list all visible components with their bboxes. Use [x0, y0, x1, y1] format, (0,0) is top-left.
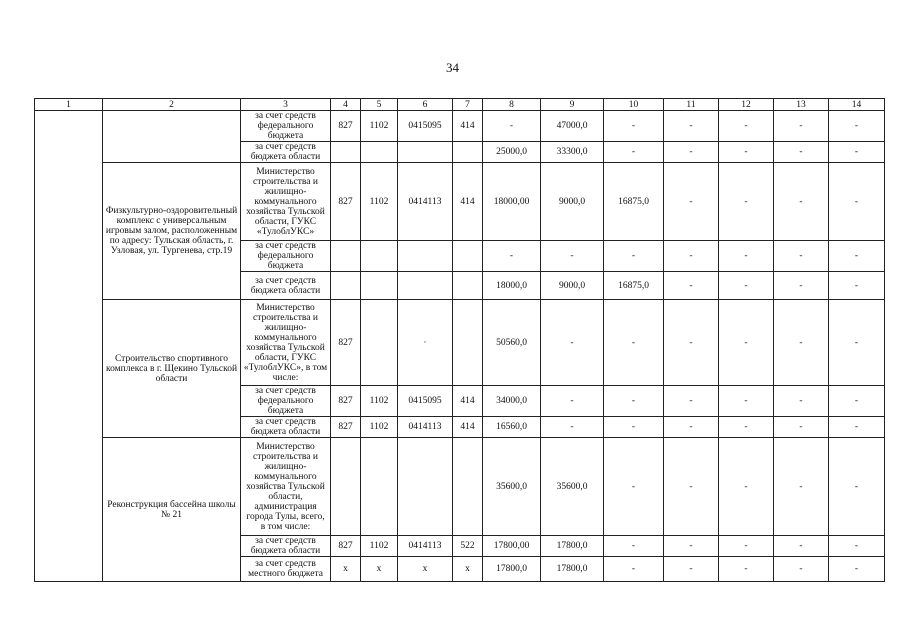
table-cell: -: [664, 386, 719, 417]
table-cell: 17800,0: [541, 536, 604, 557]
table-cell: 414: [453, 386, 483, 417]
object-description: Физкультурно-оздоровительный комплекс с универсальным игровым залом, расположенным по адресу: Тульская область, г. Узловая, ул. Тургенева, стр.19: [103, 163, 241, 300]
column-header: 3: [241, 99, 331, 111]
table-cell: [398, 438, 453, 536]
table-cell: -: [774, 417, 829, 438]
table-cell: -: [829, 163, 885, 241]
table-cell: -: [719, 557, 774, 582]
responsible-party: Министерство строительства и жилищно-коммунального хозяйства Тульской области, ГУКС «ТулоблУКС», в том числе:: [241, 300, 331, 386]
table-cell: -: [829, 241, 885, 272]
table-cell: -: [829, 417, 885, 438]
table-cell: 0414113: [398, 417, 453, 438]
column-header: 4: [331, 99, 361, 111]
table-cell: -: [719, 111, 774, 142]
table-cell: 827: [331, 111, 361, 142]
row-number-cell: [35, 111, 103, 582]
column-header: 5: [361, 99, 398, 111]
table-cell: 827: [331, 300, 361, 386]
table-cell: -: [774, 111, 829, 142]
column-header: 6: [398, 99, 453, 111]
table-cell: 827: [331, 417, 361, 438]
table-cell: 0414113: [398, 163, 453, 241]
object-description: Реконструкция бассейна школы № 21: [103, 438, 241, 582]
table-cell: [453, 142, 483, 163]
table-cell: 1102: [361, 417, 398, 438]
table-cell: 35600,0: [541, 438, 604, 536]
table-cell: 33300,0: [541, 142, 604, 163]
table-cell: -: [719, 438, 774, 536]
table-cell: -: [719, 300, 774, 386]
table-cell: -: [719, 142, 774, 163]
table-cell: -: [664, 536, 719, 557]
column-header: 1: [35, 99, 103, 111]
table-cell: -: [829, 300, 885, 386]
table-row: [35, 300, 885, 386]
table-row: [35, 438, 885, 536]
table-cell: 47000,0: [541, 111, 604, 142]
table-cell: -: [829, 438, 885, 536]
table-cell: -: [774, 163, 829, 241]
table-cell: [361, 272, 398, 300]
table-cell: -: [829, 142, 885, 163]
table-cell: -: [541, 386, 604, 417]
funding-source: за счет средств бюджета области: [241, 536, 331, 557]
table-cell: -: [774, 536, 829, 557]
table-cell: [361, 438, 398, 536]
table-cell: 414: [453, 163, 483, 241]
funding-source: за счет средств федерального бюджета: [241, 111, 331, 142]
table-cell: [331, 438, 361, 536]
object-description: [103, 111, 241, 163]
table-cell: -: [604, 300, 664, 386]
table-cell: 1102: [361, 111, 398, 142]
table-cell: -: [664, 272, 719, 300]
table-cell: 827: [331, 386, 361, 417]
table-cell: [331, 272, 361, 300]
table-cell: 0415095: [398, 386, 453, 417]
table-cell: [398, 272, 453, 300]
table-cell: 16875,0: [604, 272, 664, 300]
object-description: Строительство спортивного комплекса в г. Щекино Тульской области: [103, 300, 241, 438]
table-cell: 18000,00: [483, 163, 541, 241]
table-cell: 50560,0: [483, 300, 541, 386]
table-cell: -: [664, 300, 719, 386]
table-cell: 1102: [361, 536, 398, 557]
table-cell: -: [719, 163, 774, 241]
funding-source: за счет средств бюджета области: [241, 272, 331, 300]
column-header: 14: [829, 99, 885, 111]
table-cell: -: [774, 438, 829, 536]
table-cell: -: [829, 536, 885, 557]
table-cell: -: [664, 163, 719, 241]
table-cell: [453, 300, 483, 386]
table-cell: 0415095: [398, 111, 453, 142]
table-cell: 1102: [361, 163, 398, 241]
column-header: 9: [541, 99, 604, 111]
table-cell: -: [664, 417, 719, 438]
column-header: 10: [604, 99, 664, 111]
table-cell: -: [604, 386, 664, 417]
table-cell: 17800,0: [541, 557, 604, 582]
table-cell: [453, 241, 483, 272]
table-cell: -: [604, 142, 664, 163]
table-cell: x: [331, 557, 361, 582]
table-cell: -: [604, 111, 664, 142]
responsible-party: Министерство строительства и жилищно-коммунального хозяйства Тульской области, ГУКС «ТулоблУКС»: [241, 163, 331, 241]
table-cell: -: [664, 557, 719, 582]
table-cell: 827: [331, 163, 361, 241]
column-header: 11: [664, 99, 719, 111]
table-cell: -: [719, 386, 774, 417]
table-cell: 827: [331, 536, 361, 557]
table-cell: -: [829, 386, 885, 417]
table-cell: -: [604, 241, 664, 272]
responsible-party: Министерство строительства и жилищно-коммунального хозяйства Тульской области, администрация города Тулы, всего, в том числе:: [241, 438, 331, 536]
table-cell: 414: [453, 111, 483, 142]
column-header: 12: [719, 99, 774, 111]
column-header: 7: [453, 99, 483, 111]
table-cell: -: [719, 417, 774, 438]
table-cell: x: [361, 557, 398, 582]
table-cell: -: [829, 111, 885, 142]
funding-source: за счет средств местного бюджета: [241, 557, 331, 582]
table-cell: -: [541, 417, 604, 438]
table-cell: -: [774, 241, 829, 272]
table-cell: ·: [398, 300, 453, 386]
table-cell: -: [541, 300, 604, 386]
table-cell: [398, 142, 453, 163]
table-cell: -: [719, 272, 774, 300]
table-cell: -: [719, 241, 774, 272]
table-cell: [331, 142, 361, 163]
table-cell: -: [604, 438, 664, 536]
table-cell: x: [398, 557, 453, 582]
table-cell: 9000,0: [541, 272, 604, 300]
table-cell: 17800,00: [483, 536, 541, 557]
table-cell: 25000,0: [483, 142, 541, 163]
column-header: 13: [774, 99, 829, 111]
table-cell: 18000,0: [483, 272, 541, 300]
table-cell: 16560,0: [483, 417, 541, 438]
table-cell: 9000,0: [541, 163, 604, 241]
table-cell: [453, 272, 483, 300]
page-number: 34: [446, 60, 459, 75]
table-cell: 0414113: [398, 536, 453, 557]
funding-source: за счет средств бюджета области: [241, 417, 331, 438]
table-cell: 17800,0: [483, 557, 541, 582]
table-cell: -: [774, 557, 829, 582]
table-cell: [331, 241, 361, 272]
table-cell: 16875,0: [604, 163, 664, 241]
table-cell: 34000,0: [483, 386, 541, 417]
table-cell: -: [604, 557, 664, 582]
table-row: [35, 111, 885, 142]
header-row: [35, 99, 885, 111]
table-cell: [361, 241, 398, 272]
table-cell: [453, 438, 483, 536]
table-cell: -: [829, 272, 885, 300]
table-cell: x: [453, 557, 483, 582]
table-cell: -: [483, 111, 541, 142]
table-cell: -: [774, 300, 829, 386]
table-cell: -: [774, 386, 829, 417]
table-cell: [361, 300, 398, 386]
table-cell: 35600,0: [483, 438, 541, 536]
funding-source: за счет средств федерального бюджета: [241, 241, 331, 272]
table-cell: -: [664, 438, 719, 536]
table-cell: -: [774, 272, 829, 300]
table-cell: -: [664, 241, 719, 272]
table-cell: -: [664, 142, 719, 163]
funding-source: за счет средств бюджета области: [241, 142, 331, 163]
table-cell: -: [719, 536, 774, 557]
budget-table: [34, 98, 885, 582]
table-cell: -: [829, 557, 885, 582]
table-cell: 522: [453, 536, 483, 557]
table-cell: [361, 142, 398, 163]
table-cell: -: [541, 241, 604, 272]
column-header: 2: [103, 99, 241, 111]
table-cell: -: [604, 536, 664, 557]
table-cell: 414: [453, 417, 483, 438]
table-cell: -: [664, 111, 719, 142]
funding-source: за счет средств федерального бюджета: [241, 386, 331, 417]
table-cell: -: [604, 417, 664, 438]
table-cell: [398, 241, 453, 272]
table-cell: -: [483, 241, 541, 272]
table-cell: 1102: [361, 386, 398, 417]
table-row: [35, 163, 885, 241]
table-cell: -: [774, 142, 829, 163]
column-header: 8: [483, 99, 541, 111]
